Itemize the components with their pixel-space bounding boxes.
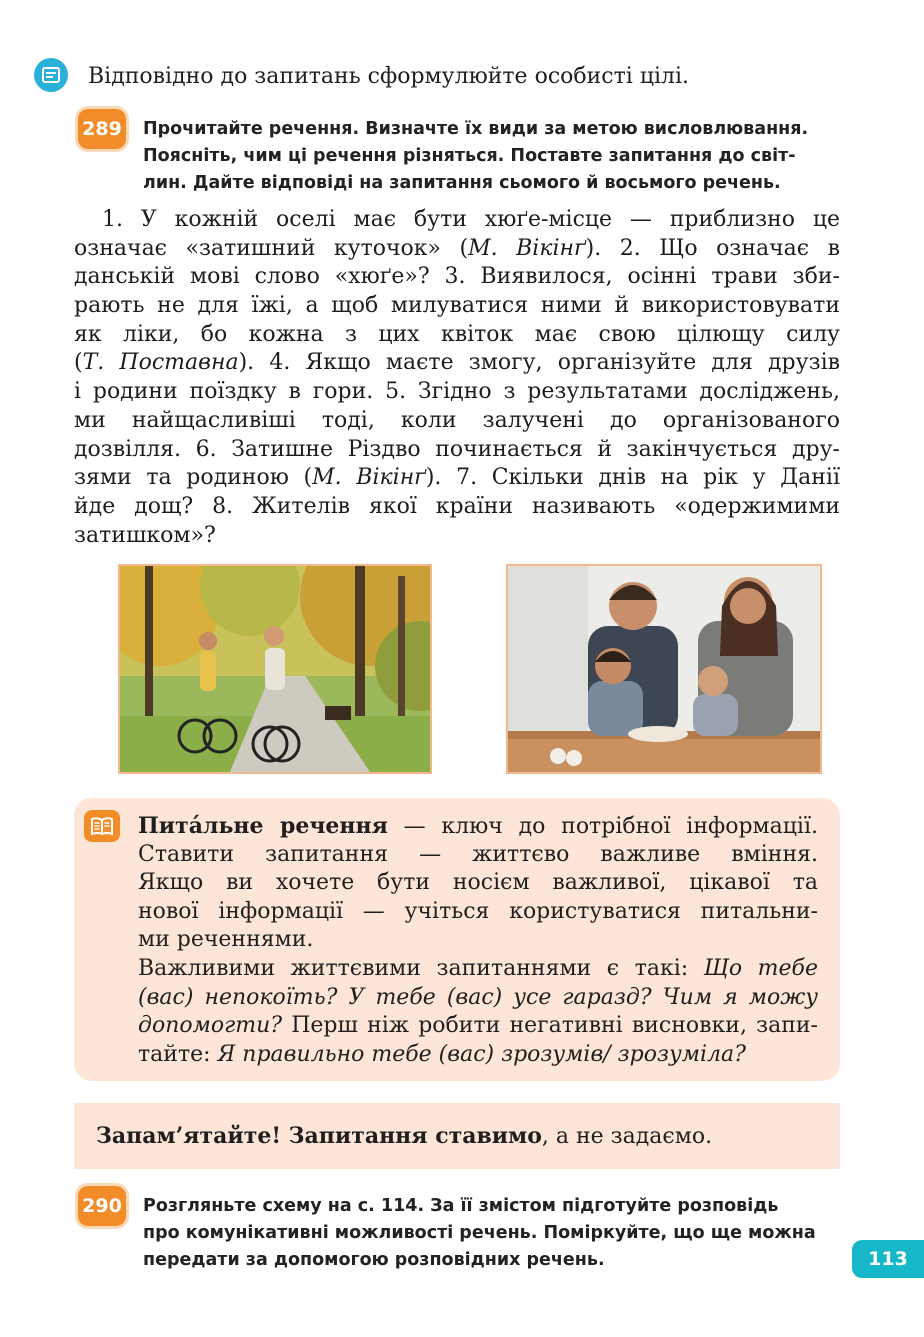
remember-text: Запам’ятайте! Запитання ставимо, а не задаємо. bbox=[96, 1123, 713, 1149]
exercise-289-badge: 289 bbox=[78, 109, 126, 149]
text-line: ми найщасливіші тоді, коли залучені до організованого bbox=[74, 407, 840, 433]
info-line: (вас) непокоїть? У тебе (вас) усе гаразд? Чим я можу bbox=[138, 984, 818, 1010]
exercise-289-text bbox=[74, 206, 840, 550]
text-line: рають не для їжі, а щоб милуватися ними й використовувати bbox=[74, 293, 840, 319]
info-line: Пита́льне речення — ключ до потрібної інформації. bbox=[138, 813, 818, 839]
remember-bold: Запам’ятайте! Запитання ставимо bbox=[96, 1123, 542, 1149]
text-line: (Т. Поставна). 4. Якщо маєте змогу, організуйте для друзів bbox=[74, 350, 840, 376]
task-line: Поясніть, чим ці речення різняться. Поставте запитання до світ- bbox=[143, 146, 796, 166]
author-name: М. Вікінґ bbox=[468, 235, 586, 261]
book-icon bbox=[84, 810, 120, 842]
info-line: Важливими життєвими запитаннями є такі: Що тебе bbox=[138, 955, 818, 981]
info-text bbox=[138, 812, 818, 1069]
photo-cycling-park bbox=[118, 564, 432, 774]
text-line: дозвілля. 6. Затишне Різдво починається й закінчується дру- bbox=[74, 436, 840, 462]
photo-family-baking bbox=[506, 564, 822, 774]
text-line: означає «затишний куточок» (М. Вікінґ). 2. Що означає в bbox=[74, 235, 840, 261]
task-line: лин. Дайте відповіді на запитання сьомого й восьмого речень. bbox=[143, 173, 781, 193]
exercise-289-task bbox=[143, 116, 808, 197]
info-line: Ставити запитання — життєво важливе вміння. bbox=[138, 841, 818, 867]
text-line: йде дощ? 8. Жителів якої країни називають «одержимими bbox=[74, 493, 840, 519]
info-line: допомогти? Перш ніж робити негативні висновки, запи- bbox=[138, 1013, 818, 1039]
info-line: ми реченнями. bbox=[138, 927, 314, 953]
text-line: 1. У кожній оселі має бути хюґе-місце — приблизно це bbox=[102, 207, 840, 232]
text-line: затишком»? bbox=[74, 522, 216, 548]
text-line: зями та родиною (М. Вікінґ). 7. Скільки днів на рік у Данії bbox=[74, 465, 840, 491]
term-bold: Пита́льне речення bbox=[138, 813, 388, 839]
author-name: Т. Поставна bbox=[82, 350, 239, 376]
exercise-290-task bbox=[143, 1193, 816, 1274]
task-line: передати за допомогою розповідних речень. bbox=[143, 1250, 605, 1270]
text-line: як ліки, бо кожна з цих квіток має свою цілющу силу bbox=[74, 321, 840, 347]
author-name: М. Вікінґ bbox=[312, 465, 426, 491]
task-line: Прочитайте речення. Визначте їх види за метою висловлювання. bbox=[143, 119, 809, 139]
page-number: 113 bbox=[852, 1240, 924, 1278]
info-line: Якщо ви хочете бути носієм важливої, цікавої та bbox=[138, 870, 818, 896]
text-line: і родини поїздку в гори. 5. Згідно з результатами досліджень, bbox=[74, 379, 840, 405]
task-line: Розгляньте схему на с. 114. За її змістом підготуйте розповідь bbox=[143, 1196, 779, 1216]
intro-text: Відповідно до запитань сформулюйте особисті цілі. bbox=[88, 64, 690, 89]
goals-icon bbox=[34, 58, 68, 92]
info-line: нової інформації — учіться користуватися питальни- bbox=[138, 898, 818, 924]
exercise-290-badge: 290 bbox=[78, 1186, 126, 1226]
info-line: тайте: Я правильно тебе (вас) зрозумів/ зрозуміла? bbox=[138, 1041, 746, 1067]
task-line: про комунікативні можливості речень. Поміркуйте, що ще можна bbox=[143, 1223, 816, 1243]
text-line: данській мові слово «хюґе»? 3. Виявилося, осінні трави зби- bbox=[74, 264, 840, 290]
